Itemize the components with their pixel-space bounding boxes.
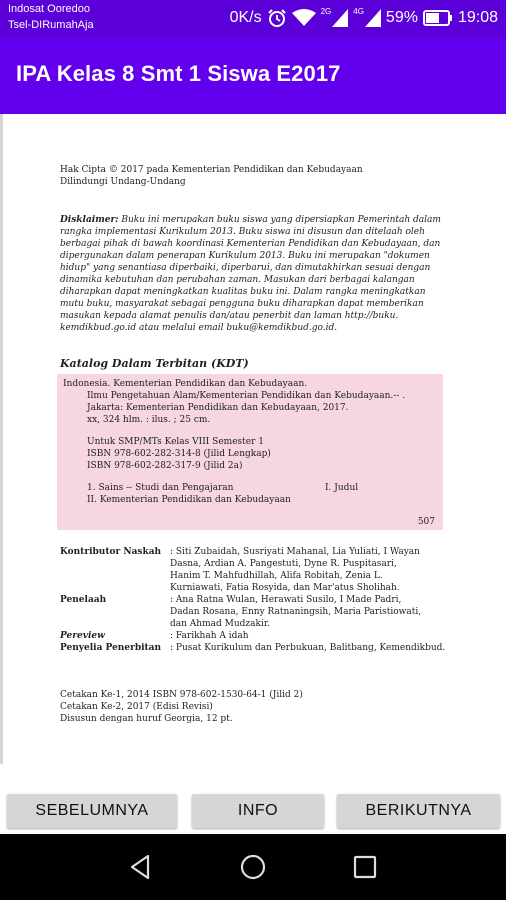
- printing-line: Disusun dengan huruf Georgia, 12 pt.: [60, 714, 233, 724]
- sim2-network-label: 4G: [353, 7, 364, 16]
- back-icon[interactable]: [126, 852, 156, 882]
- disclaimer-line: berbagai pihak di bawah koordinasi Kementerian Pendidikan dan Kebudayaan, dan: [60, 239, 441, 249]
- contributor-row: [60, 594, 455, 630]
- printing-line: Cetakan Ke-2, 2017 (Edisi Revisi): [60, 702, 213, 712]
- disclaimer-lead: Disklaimer:: [60, 215, 119, 225]
- carrier-secondary: Tsel-DIRumahAja: [8, 19, 94, 31]
- kdt-line: I. Judul: [325, 483, 359, 493]
- disclaimer: [60, 214, 445, 334]
- recents-icon[interactable]: [350, 852, 380, 882]
- home-icon[interactable]: [238, 852, 268, 882]
- info-button[interactable]: INFO: [192, 794, 324, 828]
- app-title: IPA Kelas 8 Smt 1 Siswa E2017: [16, 61, 341, 86]
- page-edge: [0, 114, 3, 764]
- kdt-line: 1. Sains -- Studi dan Pengajaran: [87, 483, 234, 493]
- kdt-call-number: 507: [417, 517, 435, 527]
- contributor-row: [60, 630, 455, 642]
- kdt-catalog-box: [57, 374, 443, 530]
- carrier-primary: Indosat Ooredoo: [8, 3, 90, 15]
- copyright-line: Hak Cipta © 2017 pada Kementerian Pendidikan dan Kebudayaan: [60, 165, 363, 175]
- disclaimer-line: dinamika kebutuhan dan perubahan zaman. Masukan dari berbagai kalangan: [60, 275, 415, 285]
- previous-button[interactable]: SEBELUMNYA: [7, 794, 177, 828]
- kdt-heading: Katalog Dalam Terbitan (KDT): [60, 357, 249, 370]
- contributor-row: [60, 642, 455, 654]
- kdt-line: Jakarta: Kementerian Pendidikan dan Kebudayaan, 2017.: [87, 403, 349, 413]
- contributor-value: [170, 594, 460, 630]
- kdt-line: Ilmu Pengetahuan Alam/Kementerian Pendidikan dan Kebudayaan.-- .: [87, 391, 406, 401]
- disclaimer-line: mutu buku, masyarakat sebagai pengguna buku diharapkan dapat memberikan: [60, 299, 424, 309]
- next-button[interactable]: BERIKUTNYA: [337, 794, 500, 828]
- status-bar: [0, 0, 506, 38]
- contributor-line: : Pusat Kurikulum dan Perbukuan, Balitbang, Kemendikbud.: [170, 643, 446, 653]
- copyright-notice: [60, 164, 445, 188]
- disclaimer-line: masukan kepada alamat penulis dan/atau penerbit dan laman http://buku.: [60, 311, 399, 321]
- disclaimer-line: diharapkan dapat meningkatkan kualitas buku ini. Dalam rangka meningkatkan: [60, 287, 426, 297]
- contributor-line: Dasna, Ardian A. Pangestuti, Dyne R. Puspitasari,: [170, 559, 397, 569]
- contributor-line: dan Ahmad Mudzakir.: [170, 619, 270, 629]
- disclaimer-line: kemdikbud.go.id atau melalui email buku@kemdikbud.go.id.: [60, 323, 338, 333]
- sim1-network-label: 2G: [320, 7, 332, 16]
- document-page[interactable]: [0, 114, 506, 794]
- disclaimer-line: hidup" yang senantiasa diperbaiki, diperbarui, dan dimutakhirkan sesuai dengan: [60, 263, 431, 273]
- status-icons: [230, 6, 498, 30]
- clock-time: 19:08: [457, 9, 498, 26]
- disclaimer-line: Buku ini merupakan buku siswa yang dipersiapkan Pemerintah dalam: [118, 215, 441, 225]
- contributor-line: Kurniawati, Fatia Rosyida, dan Mar'atus Sholihah.: [170, 583, 400, 593]
- contributor-label: Kontributor Naskah: [60, 547, 162, 557]
- contributor-label: Penyelia Penerbitan: [60, 643, 162, 653]
- kdt-line: xx, 324 hlm. : ilus. ; 25 cm.: [87, 415, 211, 425]
- wifi-icon: [292, 9, 316, 27]
- battery-percent: 59%: [385, 9, 418, 26]
- copyright-line: Dilindungi Undang-Undang: [60, 177, 186, 187]
- kdt-line: Indonesia. Kementerian Pendidikan dan Kebudayaan.: [63, 379, 308, 389]
- disclaimer-line: dipergunakan dalam penerapan Kurikulum 2013. Buku ini merupakan "dokumen: [60, 251, 430, 261]
- system-navigation-bar: [0, 834, 506, 900]
- kdt-line: Untuk SMP/MTs Kelas VIII Semester 1: [87, 437, 264, 447]
- contributor-line: : Ana Ratna Wulan, Herawati Susilo, I Made Padri,: [170, 595, 402, 605]
- page-navigation: [0, 794, 506, 828]
- contributor-value: [170, 630, 460, 642]
- signal-icon: [332, 9, 348, 27]
- disclaimer-line: rangka implementasi Kurikulum 2013. Buku siswa ini disusun dan ditelaah oleh: [60, 227, 425, 237]
- contributor-line: Hanim T. Mahfudhillah, Alifa Robitah, Zenia L.: [170, 571, 383, 581]
- contributor-line: : Farikhah A idah: [170, 631, 249, 641]
- contributor-row: [60, 546, 455, 594]
- app-bar: [0, 38, 506, 114]
- signal-icon: [365, 9, 381, 27]
- contributor-label: Penelaah: [60, 595, 107, 605]
- contributor-label: Pereview: [60, 631, 105, 641]
- contributor-value: [170, 546, 460, 594]
- battery-icon: [423, 10, 453, 26]
- contributors-section: [60, 546, 455, 654]
- printing-line: Cetakan Ke-1, 2014 ISBN 978-602-1530-64-1 (Jilid 2): [60, 690, 303, 700]
- kdt-line: ISBN 978-602-282-314-8 (Jilid Lengkap): [87, 449, 271, 459]
- kdt-line: ISBN 978-602-282-317-9 (Jilid 2a): [87, 461, 243, 471]
- contributor-line: Dadan Rosana, Enny Ratnaningsih, Maria Paristiowati,: [170, 607, 422, 617]
- alarm-icon: [267, 8, 287, 28]
- contributor-value: [170, 642, 460, 654]
- contributor-line: : Siti Zubaidah, Susriyati Mahanal, Lia Yuliati, I Wayan: [170, 547, 420, 557]
- net-speed: 0K/s: [229, 9, 262, 26]
- kdt-line: II. Kementerian Pendidikan dan Kebudayaan: [87, 495, 291, 505]
- printing-info: [60, 689, 445, 725]
